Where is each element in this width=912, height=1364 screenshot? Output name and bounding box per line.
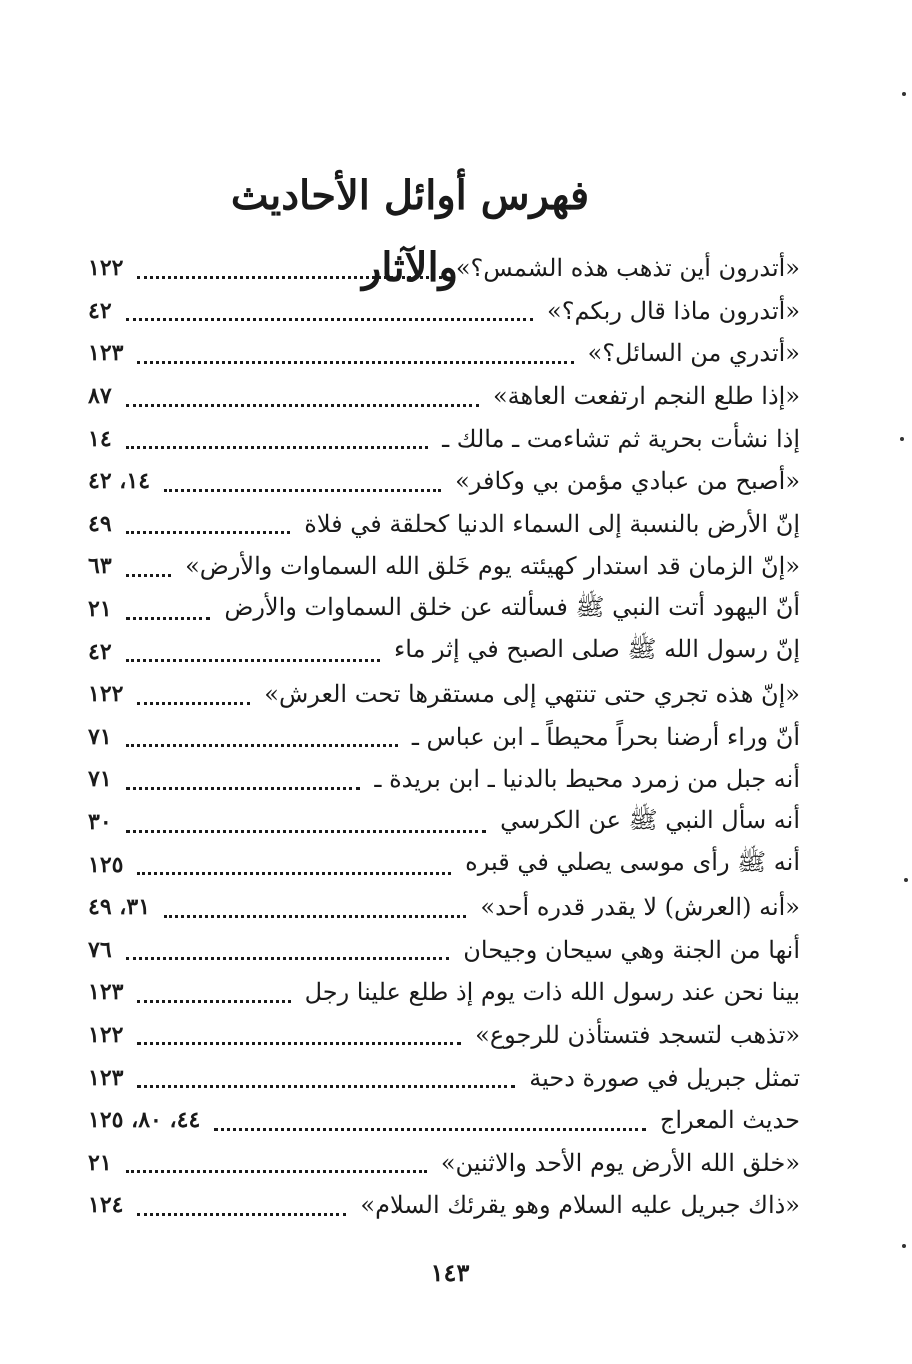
- entry-pages: ٨٧: [88, 383, 112, 410]
- entry-text: أنه ﷺ رأى موسى يصلي في قبره: [465, 848, 800, 877]
- entry-pages: ٤٩: [88, 510, 112, 537]
- entry-text: «خلق الله الأرض يوم الأحد والاثنين»: [440, 1148, 800, 1177]
- index-entry: [88, 417, 800, 460]
- page-number: ١٤٣: [430, 1258, 470, 1287]
- index-entry: [88, 1056, 800, 1099]
- scan-speck: [902, 1244, 906, 1248]
- entry-pages: ٢١: [88, 596, 112, 623]
- entry-pages: ١٢٢: [88, 255, 124, 282]
- entry-text: «إنّ الزمان قد استدار كهيئته يوم خَلق الله السماوات والأرض»: [185, 552, 800, 581]
- entry-text: «أتدرون أين تذهب هذه الشمس؟»: [455, 254, 800, 283]
- index-entry: [88, 247, 800, 290]
- entry-pages: ١٢٢: [88, 681, 124, 708]
- dot-leader: [164, 915, 466, 918]
- index-entry: [88, 630, 800, 673]
- index-entry: [88, 1014, 800, 1057]
- dot-leader: [137, 276, 441, 279]
- dot-leader: [137, 1213, 346, 1216]
- entry-pages: ١٤، ٤٢: [88, 468, 151, 495]
- entry-text: بينا نحن عند رسول الله ذات يوم إذ طلع علينا رجل: [304, 978, 800, 1007]
- dot-leader: [126, 787, 361, 790]
- entry-text: إنّ الأرض بالنسبة إلى السماء الدنيا كحلقة في فلاة: [304, 509, 800, 538]
- entry-text: «إذا طلع النجم ارتفعت العاهة»: [492, 382, 800, 411]
- index-entry: [88, 971, 800, 1014]
- entry-text: «أتدري من السائل؟»: [587, 339, 800, 368]
- index-entry: [88, 1141, 800, 1184]
- entry-text: «تذهب لتسجد فتستأذن للرجوع»: [475, 1020, 800, 1049]
- entry-pages: ١٢٥: [88, 851, 124, 878]
- dot-leader: [126, 659, 380, 662]
- entry-text: «إنّ هذه تجري حتى تنتهي إلى مستقرها تحت العرش»: [264, 680, 800, 709]
- dot-leader: [126, 744, 398, 747]
- entry-text: تمثل جبريل في صورة دحية: [529, 1063, 800, 1092]
- index-entry: [88, 545, 800, 588]
- dot-leader: [126, 318, 533, 321]
- dot-leader: [126, 404, 479, 407]
- index-entry: [88, 1099, 800, 1142]
- dot-leader: [137, 1042, 461, 1045]
- entry-pages: ٤٢: [88, 638, 112, 665]
- entry-text: «أنه (العرش) لا يقدر قدره أحد»: [480, 893, 800, 922]
- entry-pages: ٤٢: [88, 297, 112, 324]
- entry-pages: ٢١: [88, 1149, 112, 1176]
- entry-pages: ٧٦: [88, 936, 112, 963]
- entry-text: أنه جبل من زمرد محيط بالدنيا ـ ابن بريدة ـ: [374, 765, 800, 794]
- entry-pages: ١٢٣: [88, 979, 124, 1006]
- index-entry: [88, 673, 800, 716]
- dot-leader: [137, 361, 573, 364]
- entry-text: أنه سأل النبي ﷺ عن الكرسي: [500, 805, 800, 834]
- entry-pages: ١٢٤: [88, 1192, 124, 1219]
- index-entry: [88, 716, 800, 759]
- dot-leader: [126, 574, 171, 577]
- index-entry: [88, 503, 800, 546]
- entry-text: أنّ اليهود أتت النبي ﷺ فسألته عن خلق السماوات والأرض: [224, 592, 800, 621]
- dot-leader: [164, 489, 441, 492]
- dot-leader: [126, 617, 211, 620]
- entry-pages: ٧١: [88, 723, 112, 750]
- entry-text: إنّ رسول الله ﷺ صلى الصبح في إثر ماء: [393, 635, 800, 664]
- index-entry: [88, 332, 800, 375]
- entry-pages: ٤٤، ٨٠، ١٢٥: [88, 1107, 201, 1134]
- entry-pages: ٣٠: [88, 809, 112, 836]
- entry-pages: ٧١: [88, 766, 112, 793]
- index-entry: [88, 375, 800, 418]
- index-entry: [88, 588, 800, 631]
- entry-text: إذا نشأت بحرية ثم تشاءمت ـ مالك ـ: [442, 424, 800, 453]
- index-entry: [88, 758, 800, 801]
- entry-text: «ذاك جبريل عليه السلام وهو يقرئك السلام»: [360, 1191, 800, 1220]
- entry-pages: ١٤: [88, 425, 112, 452]
- dot-leader: [137, 872, 451, 875]
- index-entry: [88, 801, 800, 844]
- entry-pages: ٣١، ٤٩: [88, 894, 151, 921]
- entry-pages: ١٢٣: [88, 1064, 124, 1091]
- index-entry: [88, 886, 800, 929]
- dot-leader: [126, 446, 428, 449]
- entry-text: «أتدرون ماذا قال ربكم؟»: [547, 296, 800, 325]
- dot-leader: [126, 830, 487, 833]
- entry-text: أنّ وراء أرضنا بحراً محيطاً ـ ابن عباس ـ: [411, 722, 800, 751]
- page-title: فهرس أوائل الأحاديث والآثار: [230, 172, 590, 291]
- dot-leader: [126, 1170, 427, 1173]
- dot-leader: [137, 702, 250, 705]
- entry-pages: ١٢٢: [88, 1021, 124, 1048]
- scan-speck: [904, 878, 908, 882]
- index-entry: [88, 290, 800, 333]
- entry-pages: ١٢٣: [88, 340, 124, 367]
- dot-leader: [126, 531, 291, 534]
- entry-text: حديث المعراج: [659, 1106, 800, 1135]
- dot-leader: [126, 957, 450, 960]
- dot-leader: [137, 1000, 290, 1003]
- entry-pages: ٦٣: [88, 553, 112, 580]
- index-entry: [88, 460, 800, 503]
- index-entry: [88, 929, 800, 972]
- entry-text: أنها من الجنة وهي سيحان وجيحان: [463, 935, 800, 964]
- dot-leader: [137, 1085, 515, 1088]
- index-entry: [88, 843, 800, 886]
- index-entry-list: [88, 247, 800, 1227]
- index-entry: [88, 1184, 800, 1227]
- dot-leader: [214, 1128, 646, 1131]
- scan-speck: [900, 437, 904, 441]
- entry-text: «أصبح من عبادي مؤمن بي وكافر»: [455, 467, 800, 496]
- scan-speck: [902, 92, 906, 96]
